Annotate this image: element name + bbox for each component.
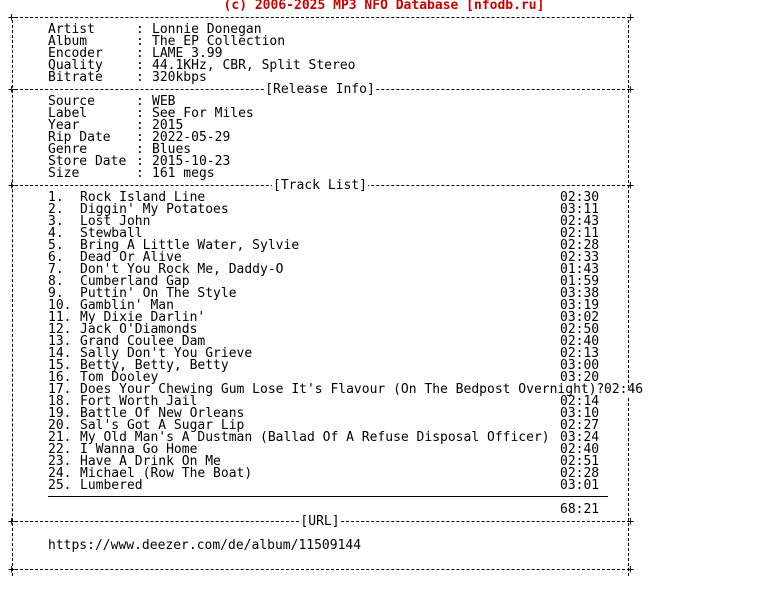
field-key: Source xyxy=(48,94,95,109)
track-title: Michael (Row The Boat) xyxy=(80,466,253,481)
track-duration: 02:30 xyxy=(560,190,600,205)
track-duration: 03:01 xyxy=(560,478,600,493)
track-number: 5. xyxy=(48,238,64,253)
field-colon: : xyxy=(136,154,144,169)
nfo-database-header: (c) 2006-2025 MP3 NFO Database [nfodb.ru] xyxy=(223,0,545,13)
field-value: WEB xyxy=(152,94,176,109)
track-duration: 02:33 xyxy=(560,250,600,265)
field-key: Rip Date xyxy=(48,130,111,145)
track-title: Lost John xyxy=(80,214,151,229)
field-colon: : xyxy=(136,166,144,181)
track-title: I Wanna Go Home xyxy=(80,442,198,457)
track-number: 23. xyxy=(48,454,72,469)
track-number: 7. xyxy=(48,262,64,277)
bottom-border: + + xyxy=(8,562,634,576)
field-colon: : xyxy=(136,58,144,73)
track-number: 22. xyxy=(48,442,72,457)
track-number: 20. xyxy=(48,418,72,433)
release-info-label: [Release Info] xyxy=(265,82,375,97)
field-colon: : xyxy=(136,70,144,85)
track-title: Jack O'Diamonds xyxy=(80,322,198,337)
track-list-label: [Track List] xyxy=(273,178,367,193)
track-number: 14. xyxy=(48,346,72,361)
field-key: Bitrate xyxy=(48,70,103,85)
track-number: 11. xyxy=(48,310,72,325)
track-title: Battle Of New Orleans xyxy=(80,406,245,421)
track-title: Tom Dooley xyxy=(80,370,159,385)
track-duration: 03:20 xyxy=(560,370,600,385)
field-key: Label xyxy=(48,106,88,121)
field-value: Blues xyxy=(152,142,192,157)
track-duration: 02:46 xyxy=(604,382,644,397)
field-key: Genre xyxy=(48,142,88,157)
field-colon: : xyxy=(136,34,144,49)
track-title: Bring A Little Water, Sylvie xyxy=(80,238,300,253)
track-duration: 02:14 xyxy=(560,394,600,409)
field-value: 2022-05-29 xyxy=(152,130,231,145)
field-colon: : xyxy=(136,94,144,109)
release-info-separator: + + [Release Info] xyxy=(8,82,634,97)
track-number: 15. xyxy=(48,358,72,373)
track-number: 17. xyxy=(48,382,72,397)
track-duration: 02:40 xyxy=(560,442,600,457)
track-duration: 02:40 xyxy=(560,334,600,349)
track-title: My Old Man's A Dustman (Ballad Of A Refuse Disposal Officer) xyxy=(80,430,550,445)
track-list-divider xyxy=(48,496,608,497)
field-value: The EP Collection xyxy=(152,34,286,49)
track-duration: 01:59 xyxy=(560,274,600,289)
track-number: 4. xyxy=(48,226,64,241)
track-title: Betty, Betty, Betty xyxy=(80,358,229,373)
track-title: Cumberland Gap xyxy=(80,274,190,289)
track-duration: 02:28 xyxy=(560,466,600,481)
right-border-bottom xyxy=(628,398,629,576)
field-value: 2015 xyxy=(152,118,184,133)
field-value: 44.1KHz, CBR, Split Stereo xyxy=(152,58,356,73)
field-key: Quality xyxy=(48,58,103,73)
field-key: Size xyxy=(48,166,80,181)
field-value: See For Miles xyxy=(152,106,254,121)
track-duration: 03:24 xyxy=(560,430,600,445)
field-value: 320kbps xyxy=(152,70,207,85)
field-colon: : xyxy=(136,142,144,157)
track-title: Fort Worth Jail xyxy=(80,394,198,409)
album-url-link[interactable]: https://www.deezer.com/de/album/11509144 xyxy=(48,538,362,553)
url-separator: + + [URL] xyxy=(8,514,634,529)
track-title: Sally Don't You Grieve xyxy=(80,346,253,361)
field-key: Album xyxy=(48,34,88,49)
track-number: 25. xyxy=(48,478,72,493)
track-title: Don't You Rock Me, Daddy-O xyxy=(80,262,284,277)
track-title: Grand Coulee Dam xyxy=(80,334,206,349)
track-number: 12. xyxy=(48,322,72,337)
track-number: 21. xyxy=(48,430,72,445)
field-value: Lonnie Donegan xyxy=(152,22,262,37)
field-value: 2015-10-23 xyxy=(152,154,231,169)
track-duration: 02:27 xyxy=(560,418,600,433)
field-value: 161 megs xyxy=(152,166,215,181)
field-key: Artist xyxy=(48,22,95,37)
track-duration: 03:00 xyxy=(560,358,600,373)
track-number: 9. xyxy=(48,286,64,301)
right-border-top xyxy=(628,20,629,388)
track-title: Does Your Chewing Gum Lose It's Flavour (On The Bedpost Overnight)? xyxy=(80,382,605,397)
track-title: Rock Island Line xyxy=(80,190,206,205)
track-title: Lumbered xyxy=(80,478,143,493)
track-title: Diggin' My Potatoes xyxy=(80,202,229,217)
field-colon: : xyxy=(136,130,144,145)
field-key: Store Date xyxy=(48,154,127,169)
field-colon: : xyxy=(136,22,144,37)
field-colon: : xyxy=(136,106,144,121)
track-title: Stewball xyxy=(80,226,143,241)
track-number: 16. xyxy=(48,370,72,385)
track-duration: 03:38 xyxy=(560,286,600,301)
track-duration: 02:11 xyxy=(560,226,600,241)
field-key: Encoder xyxy=(48,46,103,61)
track-duration: 02:28 xyxy=(560,238,600,253)
field-value: LAME 3.99 xyxy=(152,46,223,61)
track-number: 3. xyxy=(48,214,64,229)
track-title: Dead Or Alive xyxy=(80,250,182,265)
track-number: 18. xyxy=(48,394,72,409)
track-number: 1. xyxy=(48,190,64,205)
track-number: 24. xyxy=(48,466,72,481)
track-list-separator: + + [Track List] xyxy=(8,178,634,193)
track-number: 13. xyxy=(48,334,72,349)
track-title: Have A Drink On Me xyxy=(80,454,221,469)
track-title: Puttin' On The Style xyxy=(80,286,237,301)
total-duration: 68:21 xyxy=(560,502,600,517)
track-number: 6. xyxy=(48,250,64,265)
field-colon: : xyxy=(136,118,144,133)
track-duration: 02:13 xyxy=(560,346,600,361)
track-duration: 03:19 xyxy=(560,298,600,313)
track-duration: 02:51 xyxy=(560,454,600,469)
track-duration: 01:43 xyxy=(560,262,600,277)
track-duration: 03:10 xyxy=(560,406,600,421)
track-duration: 03:02 xyxy=(560,310,600,325)
track-number: 10. xyxy=(48,298,72,313)
track-duration: 02:43 xyxy=(560,214,600,229)
track-title: Sal's Got A Sugar Lip xyxy=(80,418,245,433)
field-colon: : xyxy=(136,46,144,61)
track-number: 2. xyxy=(48,202,64,217)
track-duration: 03:11 xyxy=(560,202,600,217)
field-key: Year xyxy=(48,118,80,133)
track-title: Gamblin' Man xyxy=(80,298,174,313)
track-title: My Dixie Darlin' xyxy=(80,310,206,325)
url-label: [URL] xyxy=(300,514,340,529)
top-border: + + xyxy=(8,10,634,24)
track-duration: 02:50 xyxy=(560,322,600,337)
left-border xyxy=(12,20,13,576)
track-number: 19. xyxy=(48,406,72,421)
track-number: 8. xyxy=(48,274,64,289)
